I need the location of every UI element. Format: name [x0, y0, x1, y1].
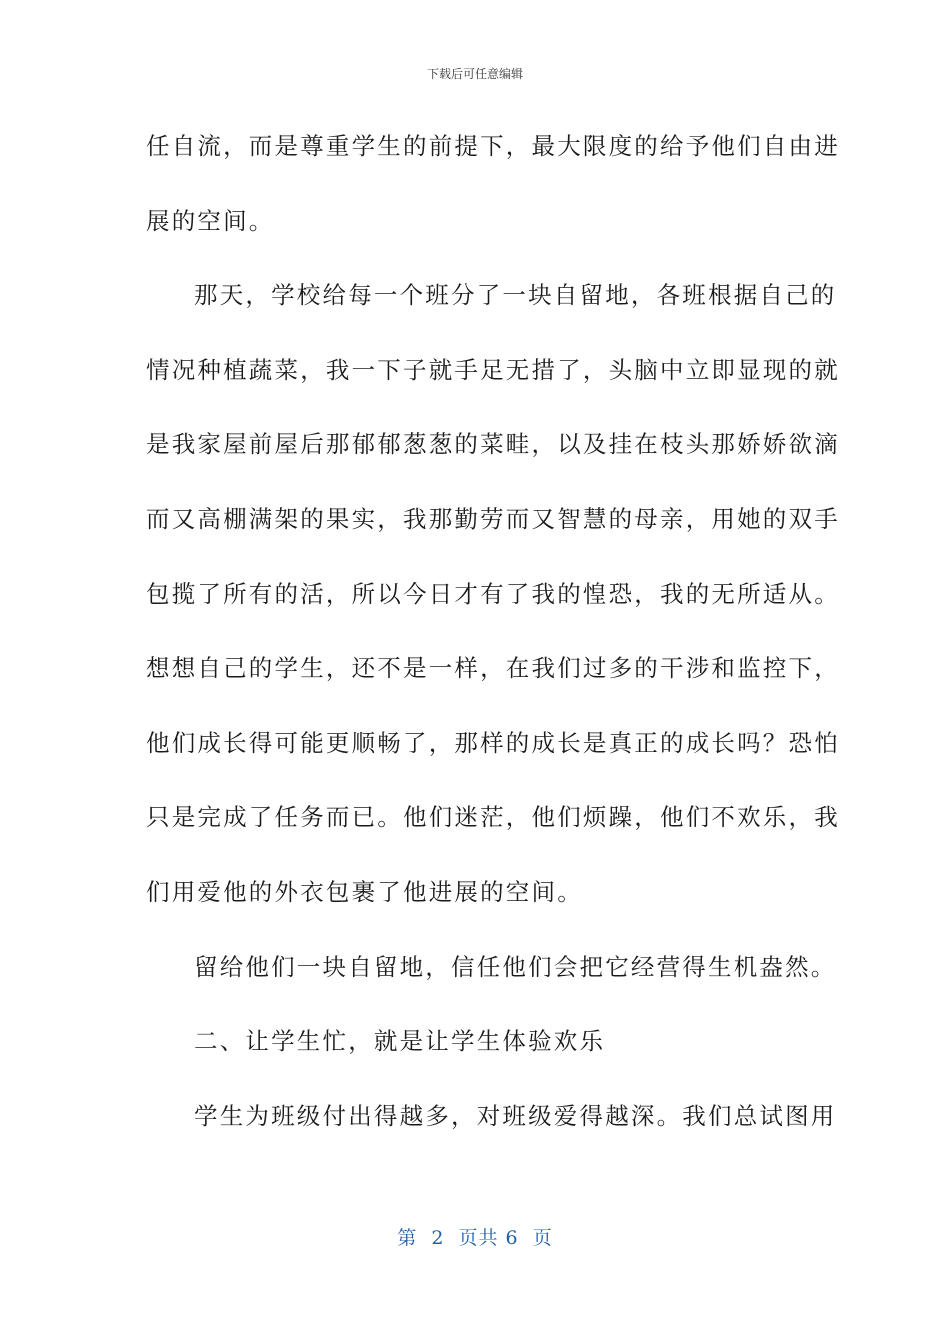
document-body: [146, 120, 840, 1164]
text-line: 只是完成了任务而已。他们迷茫，他们烦躁，他们不欢乐，我: [146, 803, 840, 832]
page-header: 下载后可任意编辑: [426, 67, 523, 81]
text-line: 情况种植蔬菜，我一下子就手足无措了，头脑中立即显现的就: [146, 355, 840, 384]
text-line: 那天，学校给每一个班分了一块自留地，各班根据自己的: [194, 281, 837, 310]
text-line: 们用爱他的外衣包裹了他进展的空间。: [146, 877, 583, 906]
text-line: 包揽了所有的活，所以今日才有了我的惶恐，我的无所适从。: [146, 579, 840, 608]
text-line: 而又高棚满架的果实，我那勤劳而又智慧的母亲，用她的双手: [146, 504, 840, 533]
text-line: 想想自己的学生，还不是一样，在我们过多的干涉和监控下，: [146, 654, 840, 683]
text-line: 学生为班级付出得越多，对班级爱得越深。我们总试图用: [194, 1101, 837, 1130]
section-heading: 二、让学生忙，就是让学生体验欢乐: [194, 1027, 606, 1056]
text-line: 他们成长得可能更顺畅了，那样的成长是真正的成长吗？恐怕: [146, 728, 840, 757]
text-line: 任自流，而是尊重学生的前提下，最大限度的给予他们自由进: [146, 132, 840, 160]
text-line: 是我家屋前屋后那郁郁葱葱的菜畦，以及挂在枝头那娇娇欲滴: [146, 430, 840, 459]
text-line: 展的空间。: [146, 206, 275, 235]
text-line: 留给他们一块自留地，信任他们会把它经营得生机盎然。: [194, 952, 837, 981]
page-number: 第 2 页共 6 页: [397, 1227, 553, 1249]
